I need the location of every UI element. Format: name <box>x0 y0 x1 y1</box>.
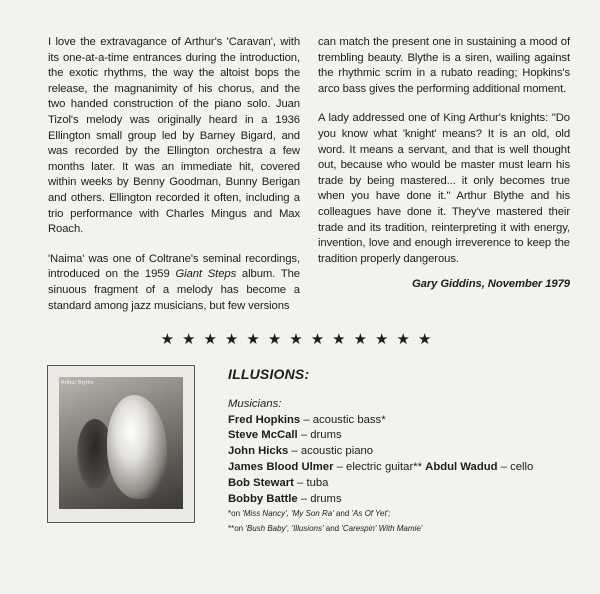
musician-row <box>228 413 568 429</box>
continuation-paragraph: can match the present one in sustaining a mood of trembling beauty. Blythe is a siren, wailing against the rhythmic scrim in a rubato reading; Hopkins's arco bass gives the performing additional moment. <box>318 36 570 95</box>
naima-paragraph <box>48 252 300 314</box>
musician-name: James Blood Ulmer <box>228 460 334 473</box>
naima-text-b: album. The sinuous fragment of a melody has become a standard among jazz musicians, but few versions <box>48 268 300 312</box>
musician-row <box>228 444 568 460</box>
naima-text-a: 'Naima' was one of Coltrane's seminal recordings, introduced on the 1959 <box>48 252 300 281</box>
musicians-label: Musicians: <box>228 397 282 410</box>
musician-row <box>228 460 568 476</box>
album-heading: ILLUSIONS: <box>228 366 310 382</box>
cover-photo <box>59 377 183 509</box>
musician-name: Bobby Battle <box>228 492 298 505</box>
musician-name: Bob Stewart <box>228 476 294 489</box>
star-divider: ★★★★★★★★★★★★★ <box>160 331 440 348</box>
musician-name: Fred Hopkins <box>228 413 301 426</box>
musician-role: – tuba <box>293 476 329 489</box>
musician-role: – acoustic piano <box>288 445 374 458</box>
footnote-guitar: **on 'Bush Baby', 'Illusions' and 'Carespin' With Mamie' <box>228 523 423 533</box>
musician-role: – drums <box>297 492 342 505</box>
album-cover-image <box>47 365 195 523</box>
musician-role: – cello <box>497 460 534 473</box>
cover-title: Arthur Blythe <box>61 380 94 386</box>
footnote-bass: *on 'Miss Nancy', 'My Son Ra' and 'As Of Yet'; <box>228 509 391 519</box>
right-text-column <box>318 35 570 293</box>
musician-name: Abdul Wadud <box>425 460 498 473</box>
musician-name: Steve McCall <box>228 429 298 442</box>
musician-row <box>228 476 568 492</box>
knight-paragraph: A lady addressed one of King Arthur's knights: "Do you know what 'knight' means? It is an old, old word. It means a servant, and that is well thought out, because who would be master must learn his trade by being mastered... it only becomes true when you have done it." Arthur Blythe and his colleagues have done it. They've mastered their trade and its tradition, reinterpreting it with energy, invention, love and enough irreverence to keep the tradition properly dangerous. <box>318 112 570 265</box>
musician-role: – drums <box>297 429 342 442</box>
musician-name: John Hicks <box>228 445 289 458</box>
author-signature: Gary Giddins, November 1979 <box>411 278 570 291</box>
musician-role: – acoustic bass* <box>300 413 386 426</box>
musician-role: – electric guitar** <box>333 460 426 473</box>
musician-row <box>228 428 568 444</box>
caravan-paragraph: I love the extravagance of Arthur's 'Caravan', with its one-at-a-time entrances during the introduction, the exotic rhythms, the way the altoist bops the release, the magnanimity of his chorus, and the two handed construction of the piano solo. Juan Tizol's melody was originally heard in a 1936 Ellington small group led by Barney Bigard, and was recorded by the Ellington orchestra a few months later. It was an immediate hit, covered within weeks by Benny Goodman, Bunny Berigan and others. Ellington recorded it often, including a trio performance with Charles Mingus and Max Roach. <box>48 36 300 236</box>
album-credits <box>228 367 568 536</box>
left-text-column <box>48 35 300 328</box>
album-title-giant-steps: Giant Steps <box>175 268 237 281</box>
musician-row <box>228 492 568 508</box>
